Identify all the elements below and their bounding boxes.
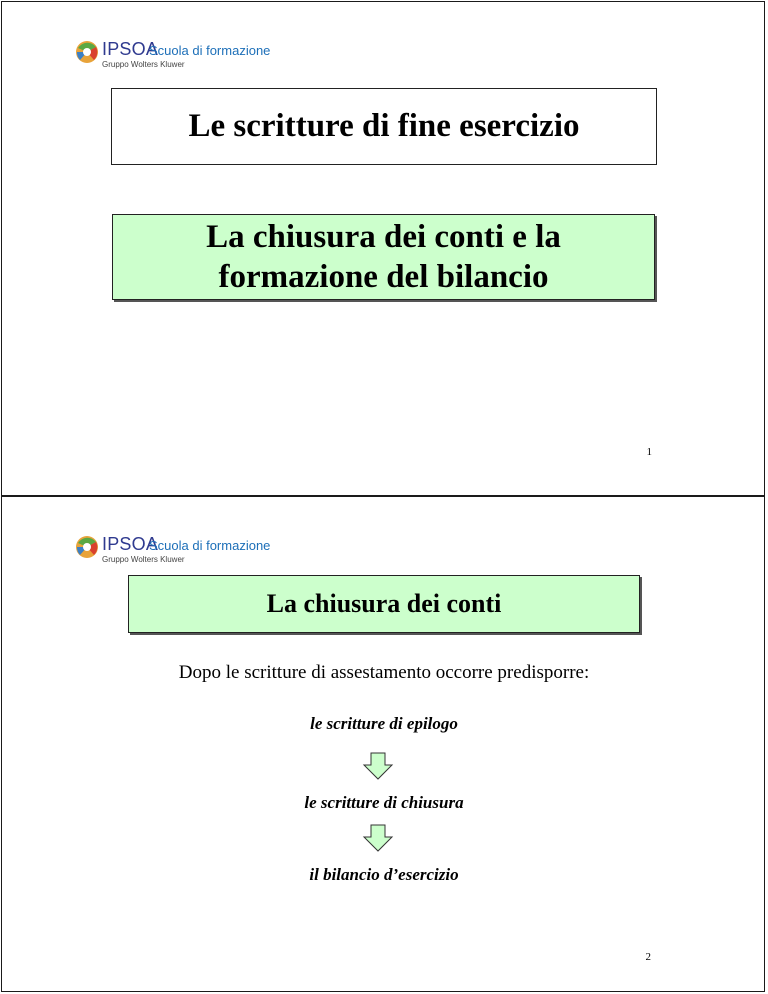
step-bilancio: il bilancio d’esercizio [309,865,459,884]
logo-brand: IPSOA [102,534,159,554]
step-chiusura: le scritture di chiusura [304,793,464,812]
page-number: 2 [645,951,651,963]
page-number: 1 [646,446,652,458]
slide-2-title: La chiusura dei conti [128,575,640,633]
ipsoa-globe-icon [74,39,100,65]
logo-brand: IPSOA [102,39,159,59]
ipsoa-globe-icon [74,534,100,560]
slide-1-title: Le scritture di fine esercizio [111,88,657,165]
intro-text: Dopo le scritture di assestamento occorre predisporre: [178,662,590,683]
logo-group: Gruppo Wolters Kluwer [102,555,185,564]
subtitle-line-2: formazione del bilancio [218,259,549,295]
logo-school: Scuola di formazione [149,43,271,58]
subtitle-line-1: La chiusura dei conti e la [206,219,561,255]
logo-school: Scuola di formazione [149,538,271,553]
logo-group: Gruppo Wolters Kluwer [102,60,185,69]
step-epilogo: le scritture di epilogo [310,714,458,733]
slide-1-subtitle [112,214,655,300]
slide-2 [1,496,765,992]
down-arrow-icon [362,752,394,780]
slide-1 [1,1,765,496]
down-arrow-icon [362,824,394,852]
